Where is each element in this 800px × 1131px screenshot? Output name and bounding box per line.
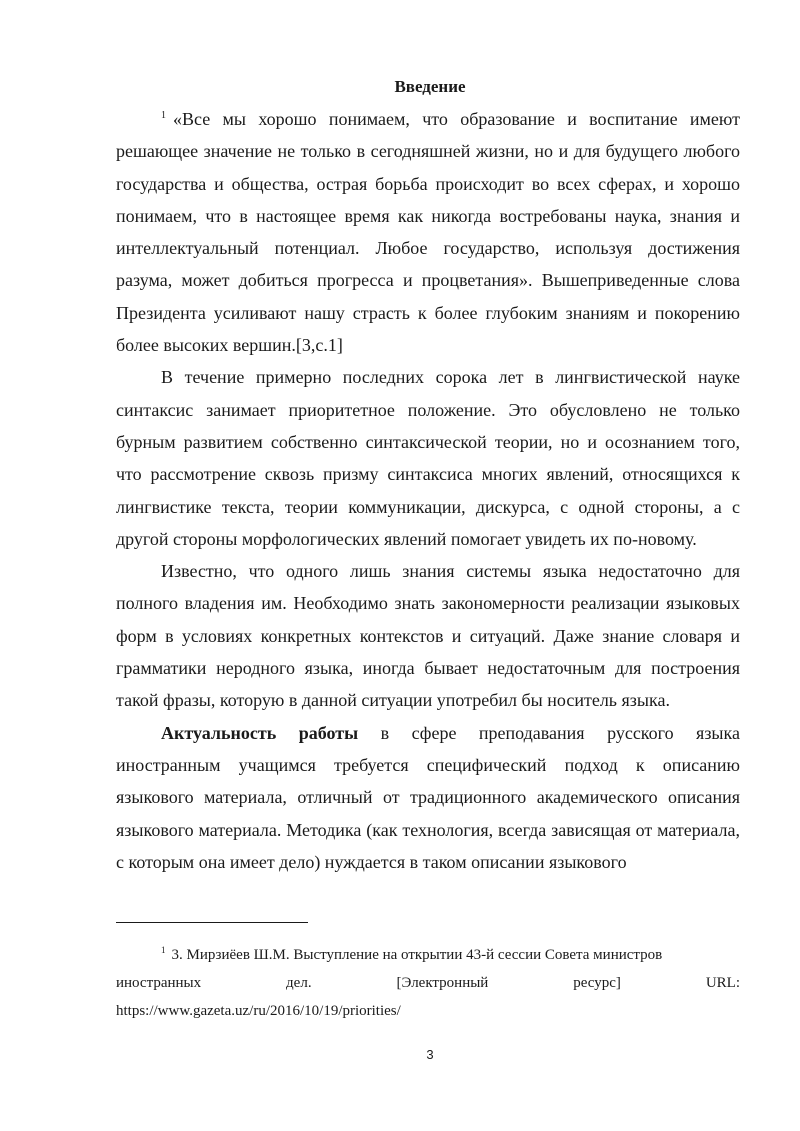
- paragraph-syntax-priority: В течение примерно последних сорока лет в лингвистической науке синтаксис занимает приоритетное положение. Это обусловлено не только бурным развитием собственно синтаксической теории, но и осознанием того, что рассмотрение сквозь призму синтаксиса многих явлений, относящихся к лингвистике текста, теории коммуникации, дискурса, с одной стороны, а с другой стороны морфологических явлений помогает увидеть их по-новому.: [116, 367, 740, 549]
- section-heading: Введение: [394, 77, 466, 96]
- footnote-citation-line2: иностранных дел. [Электронный ресурс] URL:: [116, 975, 740, 991]
- paragraph-language-knowledge: Известно, что одного лишь знания системы языка недостаточно для полного владения им. Необходимо знать закономерности реализации языковых форм в условиях конкретных контекстов и ситуаций. Даже знание словаря и грамматики неродного языка, иногда бывает недостаточным для построения такой фразы, которую в данной ситуации употребил бы носитель языка.: [116, 561, 740, 711]
- intro-quote-text: «Все мы хорошо понимаем, что образование и воспитание имеют решающее значение не только в сегодняшней жизни, но и для будущего любого государства и общества, острая борьба происходит во всех сферах, и хорошо понимаем, что в настоящее время как никогда востребованы наука, знания и интеллектуальный потенциал. Любое государство, используя достижения разума, может добиться прогресса и процветания». Вышеприведенные слова Президента усиливают нашу страсть к более глубоким знаниям и покорению более высоких вершин.[3,с.1]: [116, 109, 740, 356]
- page-number: 3: [426, 1047, 434, 1062]
- intro-paragraph: [116, 103, 740, 361]
- relevance-text: в сфере преподавания русского языка иностранным учащимся требуется специфический подход к описанию языкового материала, отличный от традиционного академического описания языкового материала. Методика (как технология, всегда зависящая от материала, с которым она имеет дело) нуждается в таком описании языкового: [116, 722, 740, 872]
- footnote-url-link[interactable]: https://www.gazeta.uz/ru/2016/10/19/priorities/: [116, 1003, 401, 1019]
- paragraph-relevance: [116, 717, 740, 878]
- footnote: [116, 941, 740, 1025]
- footnote-separator: [116, 922, 308, 923]
- footnote-citation-line1: 3. Мирзиёев Ш.М. Выступление на открытии 43-й сессии Совета министров: [171, 947, 663, 963]
- relevance-label: Актуальность работы: [161, 722, 359, 743]
- footnote-mark: 1: [161, 945, 166, 955]
- footnote-reference[interactable]: 1: [161, 110, 166, 121]
- body-text: [116, 103, 740, 878]
